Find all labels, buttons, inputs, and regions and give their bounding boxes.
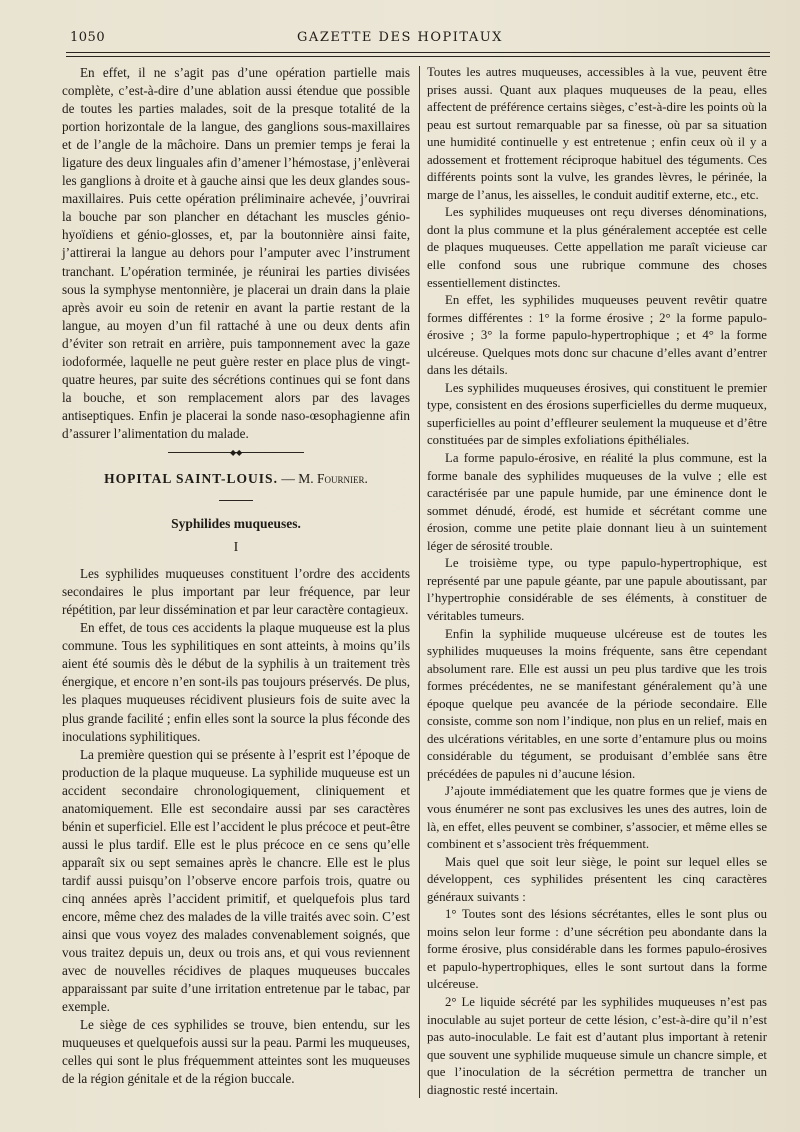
paragraph: Les syphilides muqueuses ont reçu diverses dénominations, dont la plus commune et la plus généralement acceptée est celle de plaques muqueuses. Cette appellation me paraît vicieuse car elle confond sous une rubrique commune des choses essentiellement distinctes. [427, 205, 767, 290]
paragraph: Les syphilides muqueuses érosives, qui constituent le premier type, consistent en des érosions superficielles du derme muqueux, superficielles au point d’effleurer seulement la muqueuse et d’être constituées par de simples exfoliations épithéliales. [427, 380, 767, 448]
paragraph: La première question qui se présente à l’esprit est l’époque de production de la plaque muqueuse. La syphilide muqueuse est un accident secondaire chronologiquement, cliniquement et anatomiquement. Elle est secondaire aussi par ses caractères bénin et superficiel. Elle est l’accident le plus précoce et peut-être aussi le plus tardif. Elle est le plus précoce en ce sens qu’elle apparaît six ou sept semaines après le chancre. Elle est le plus tardif aussi puisqu’on l’observe encore parfois trois, quatre ou cinq années après l’accident primitif, et quelquefois plus tard encore, même chez des malades de la ville traités avec soin. C’est ainsi que vous voyez des malades convenablement soignés, que vous traitez depuis un, deux ou trois ans, et qui vous reviennent avec de nouvelles récidives de plaques muqueuses buccales apparaissant par suite d’une irritation entretenue par le tabac, par exemple. [62, 746, 410, 1015]
page-number: 1050 [70, 30, 106, 45]
lecturer-name: — M. Fournier. [281, 470, 368, 486]
paragraph: En effet, de tous ces accidents la plaque muqueuse est la plus commune. Tous les syphilitiques en sont atteints, à moins qu’ils aient été soumis dès le début de la syphilis à un traitement très énergique, et encore n’en sont-ils pas toujours préservés. De plus, les plaques muqueuses récidivent plusieurs fois de suite avec la plus grande facilité ; enfin elles sont la source la plus féconde des inoculations syphilitiques. [62, 620, 410, 744]
paragraph: J’ajoute immédiatement que les quatre formes que je viens de vous énumérer ne sont pas exclusives les unes des autres, loin de là, en effet, elles peuvent se combiner, s’associer, et même elles se combinent et s’associent très fréquemment. [427, 784, 767, 852]
divider [219, 500, 253, 501]
header-rule [66, 56, 770, 57]
paragraph: Le troisième type, ou type papulo-hypertrophique, est représenté par une papule géante, par une papule aboutissant, par l’hypertrophie considérable de ses éléments, à constituer de véritables tumeurs. [427, 556, 767, 623]
paragraph: Les syphilides muqueuses constituent l’ordre des accidents secondaires le plus important par leur fréquence, par leur répétition, par leur dissémination et par leur caractère contagieux. [62, 566, 410, 618]
column-divider [419, 66, 420, 1098]
ornament-icon: ◆◆ [230, 447, 243, 457]
left-column [62, 64, 410, 1088]
right-column [427, 64, 767, 1099]
header-rule [66, 52, 770, 53]
paragraph: Toutes les autres muqueuses, accessibles à la vue, peuvent être prises aussi. Quant aux plaques muqueuses de la peau, elles affectent de préférence certains sièges, c’est-à-dire les points où la peau est surtout remarquable par sa finesse, où par sa situation une humidité continuelle y est entretenue ; enfin ceux où il y a adossement et frottement réciproque habituel des téguments. Ces différents points sont la vulve, les grandes lèvres, le périnée, la marge de l’anus, les aisselles, le conduit auditif externe, etc., etc. [427, 65, 767, 202]
paragraph: La forme papulo-érosive, en réalité la plus commune, est la forme banale des syphilides muqueuses de la vulve ; elle est caractérisée par une papule humide, par une éminence dont le sommet dénudé, érodé, est humide et sécrétant comme une érosion, comme une petite plaie donnant lieu à un suintement léger de sérosité trouble. [427, 451, 767, 553]
lesson-title: Syphilides muqueuses. [171, 516, 301, 532]
section-heading [62, 470, 410, 488]
ornamental-rule [168, 447, 304, 459]
paragraph: Enfin la syphilide muqueuse ulcéreuse est de toutes les syphilides muqueuses la moins fréquente, sans être cependant absolument rare. Elle est aussi un peu plus tardive que les trois formes précédentes, ne se manifestant généralement qu’à une époque quelque peu avancée de la période secondaire. Elle consiste, comme son nom l’indique, non plus en un relief, mais en des ulcérations véritables, en une sorte d’entamure plus ou moins considérable du tégument, se produisant d’emblée sans être précédées de papules ni d’aucune lésion. [427, 626, 767, 781]
section-numeral: I [233, 540, 239, 556]
paragraph: 1° Toutes sont des lésions sécrétantes, elles le sont plus ou moins selon leur forme : d’une sécrétion peu abondante dans la forme érosive, plus considérable dans les formes papulo-érosives et papulo-hypertrophiques, elles le sont surtout dans la forme ulcéreuse. [427, 907, 767, 992]
hospital-name: HOPITAL SAINT-LOUIS. [104, 470, 278, 486]
paragraph: 2° Le liquide sécrété par les syphilides muqueuses n’est pas inoculable au sujet porteur de cette lésion, c’est-à-dire qu’il n’est pas auto-inoculable. Le fait est d’autant plus important à retenir que souvent une syphilide muqueuse simule un chancre simple, et que l’inoculation de la sécrétion permettra de trancher un diagnostic resté incertain. [427, 994, 767, 1097]
paragraph: Le siège de ces syphilides se trouve, bien entendu, sur les muqueuses et quelquefois aussi sur la peau. Parmi les muqueuses, celles qui sont le plus fréquemment atteintes sont les muqueuses de la région génitale et de la région buccale. [62, 1017, 410, 1087]
paragraph: En effet, il ne s’agit pas d’une opération partielle mais complète, c’est-à-dire d’une ablation aussi étendue que possible de toutes les parties malades, soit de la presque totalité de la portion horizontale de la langue, des ganglions sous-maxillaires et de l’angle de la mâchoire. Dans un premier temps je ferai la ligature des deux linguales afin d’amener l’hémostase, j’enlèverai les ganglions à droite et à gauche ainsi que les deux glandes sous-maxillaires. Puis cette opération préliminaire achevée, j’ouvrirai la bouche par son plancher en détachant les muscles génio-hyoïdiens et génio-glosses, et, par la boutonnière ainsi faite, j’attirerai la langue au dehors pour l’amputer avec l’instrument tranchant. L’opération terminée, je réunirai les parties divisées sous la symphyse mentonnière, je placerai un drain dans la plaie après avoir eu soin de retenir en avant la partie restant de la langue, au moyen d’un fil rattaché à une ou deux dents afin d’éviter son retrait en arrière, puis tamponnement avec la gaze iodoformée, laquelle ne peut guère rester en place plus de vingt-quatre heures, par suite des sécrétions continues qui se font dans la bouche, et son remplacement alors par des lavages antiseptiques. Enfin je placerai la sonde naso-œsophagienne afin d’assurer l’alimentation du malade. [62, 65, 410, 441]
paragraph: Mais quel que soit leur siège, le point sur lequel elles se développent, ces syphilides présentent les cinq caractères généraux suivants : [427, 854, 767, 904]
journal-title: GAZETTE DES HOPITAUX [297, 30, 503, 45]
paragraph: En effet, les syphilides muqueuses peuvent revêtir quatre formes différentes : 1° la forme érosive ; 2° la forme papulo-érosive ; 3° la forme papulo-hypertrophique ; et 4° la forme ulcéreuse. Quelques mots donc sur chacune d’elles avant d’entrer dans les détails. [427, 293, 767, 378]
